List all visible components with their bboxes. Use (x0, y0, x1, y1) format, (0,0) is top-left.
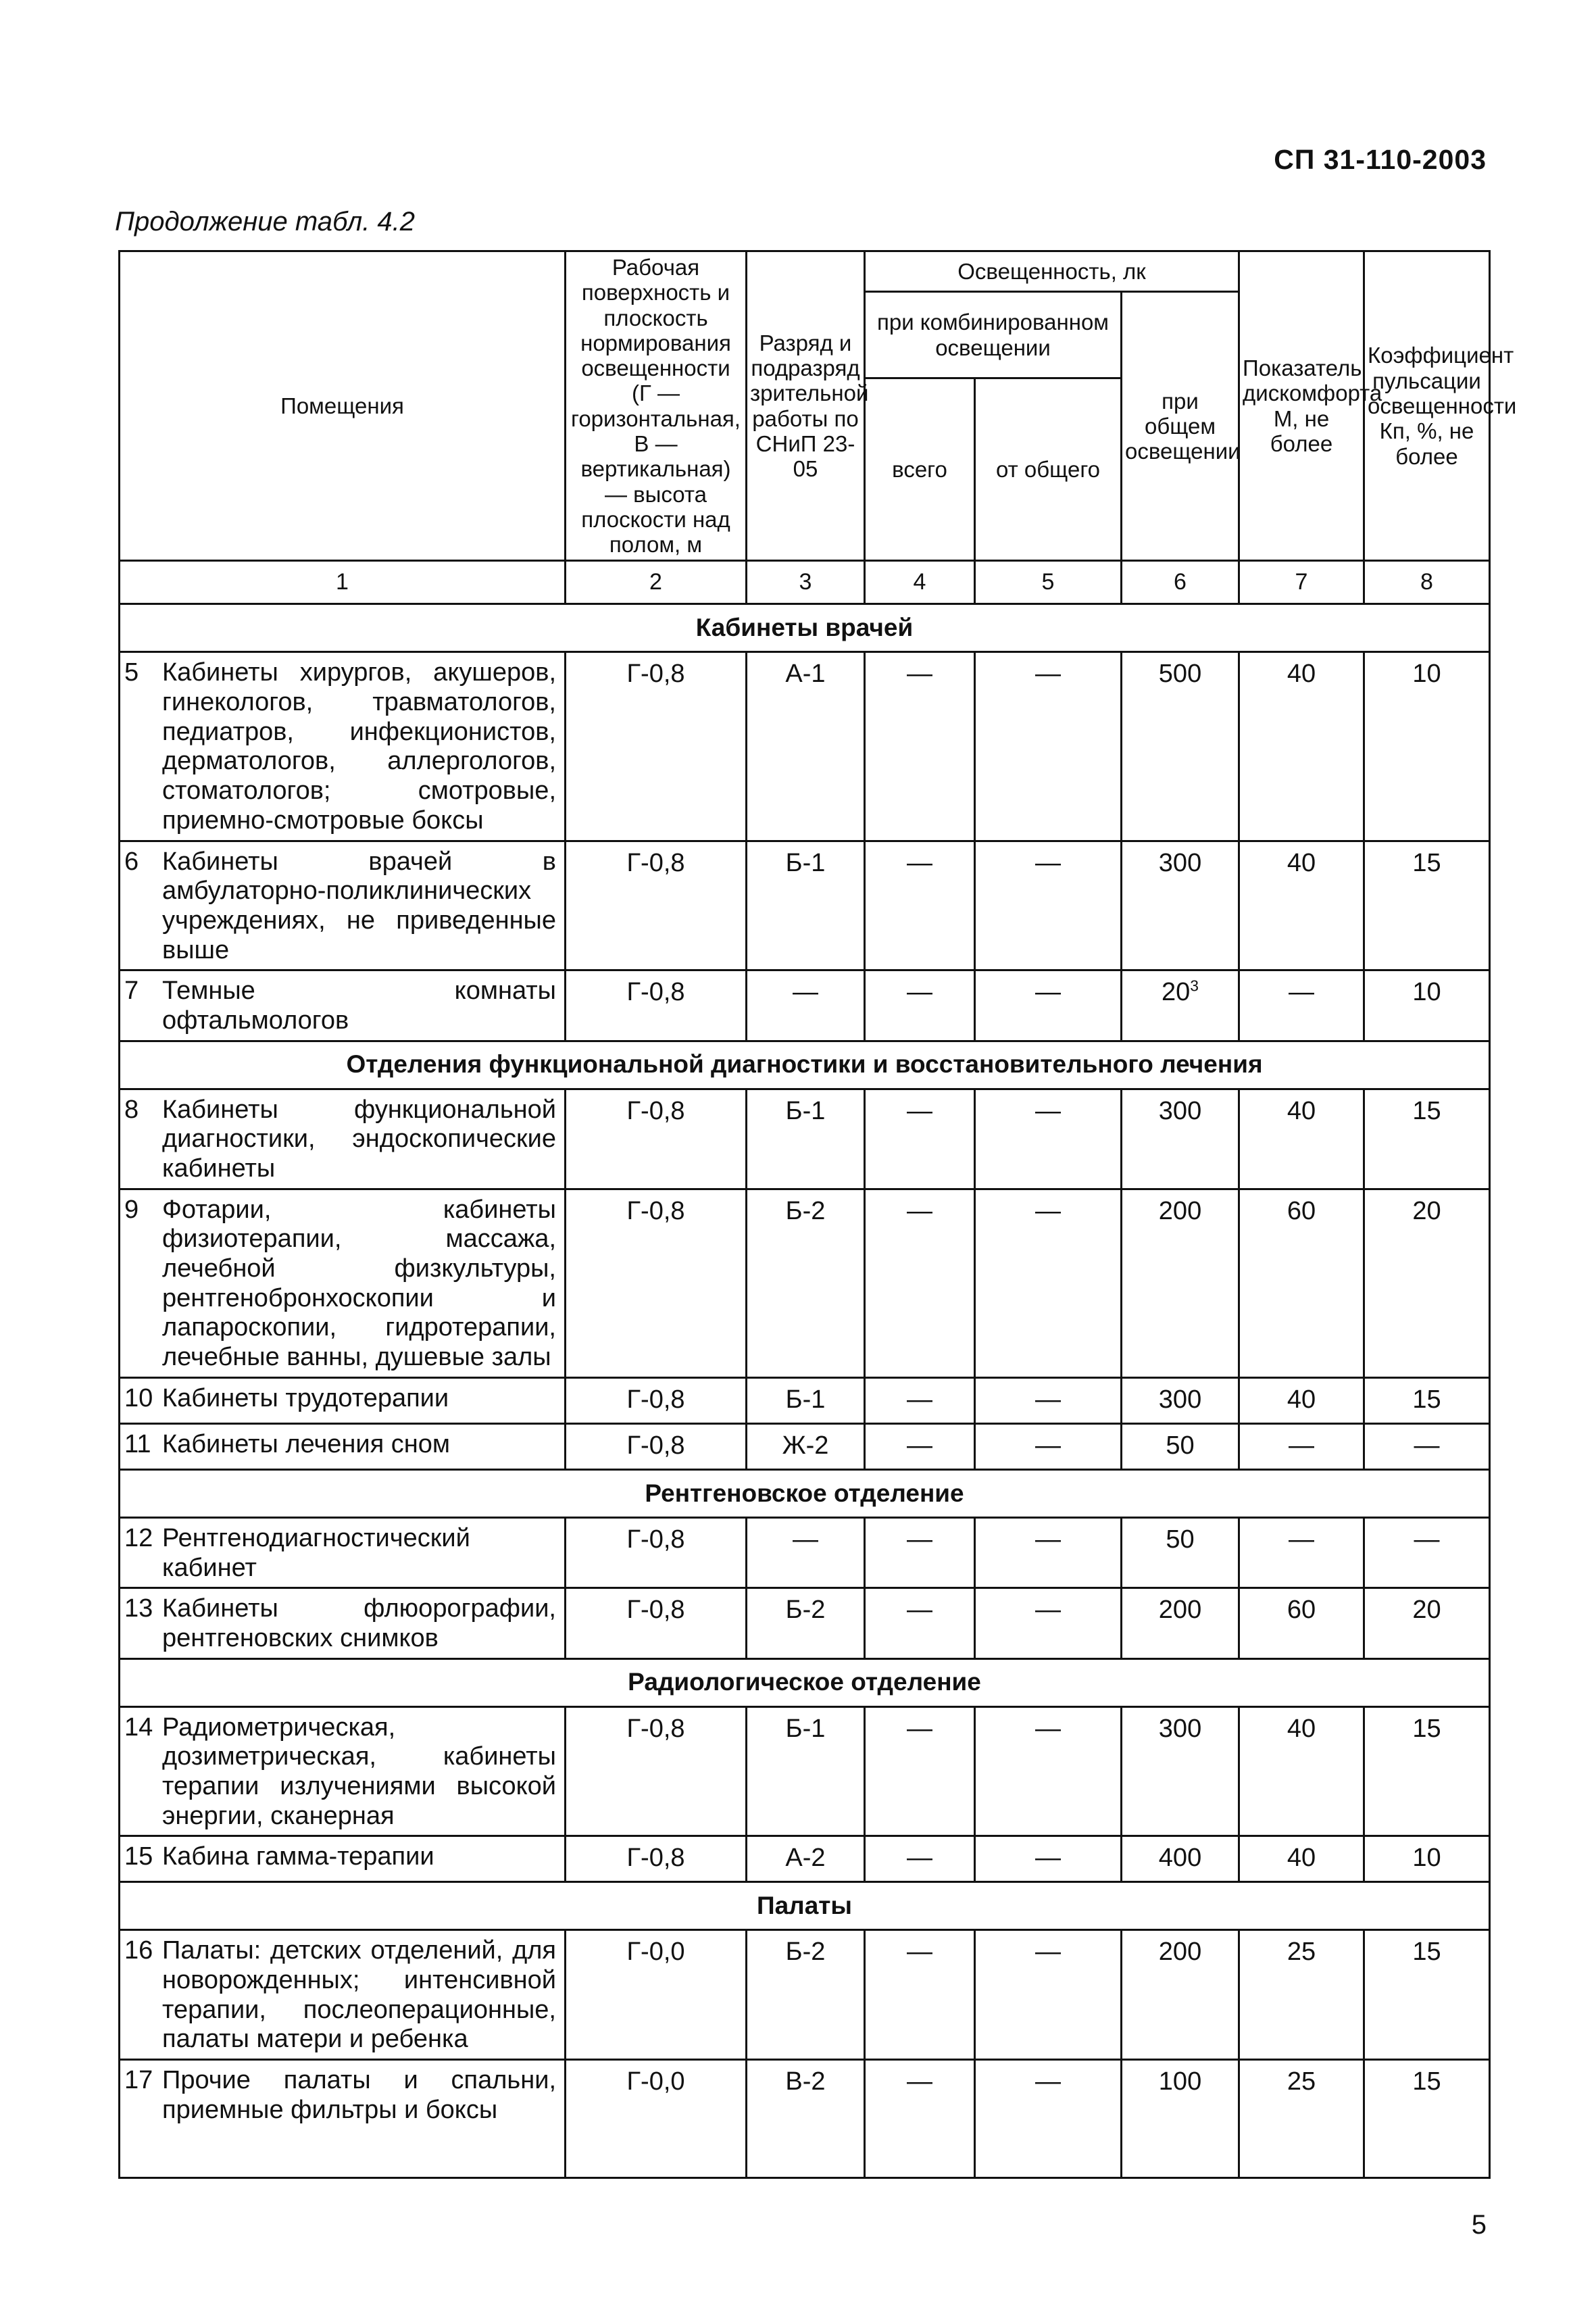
from-general-cell (975, 1930, 1122, 2060)
grade-cell-value: Б-2 (785, 1596, 826, 1625)
general-cell (1122, 652, 1239, 841)
pulsation-cell-value: 15 (1412, 1385, 1441, 1414)
pulsation-cell (1364, 1089, 1490, 1189)
grade-cell (747, 1423, 865, 1469)
row-number: 9 (124, 1195, 139, 1224)
pulsation-cell (1364, 1517, 1490, 1587)
general-cell (1122, 1189, 1239, 1377)
discomfort-cell-value: — (1289, 978, 1315, 1007)
pulsation-cell (1364, 1423, 1490, 1469)
row-number: 8 (124, 1095, 139, 1124)
table-row (120, 1089, 1490, 1189)
row-number: 15 (124, 1842, 153, 1871)
room-cell (120, 652, 566, 841)
grade-cell (747, 1588, 865, 1658)
general-cell (1122, 1089, 1239, 1189)
header-surface: Рабочая поверхность и плоскость нормирования освещенности (Г — горизонтальная, В — вертикальная) — высота плоскости над полом, м (566, 251, 747, 561)
from-general-cell-value: — (1035, 978, 1061, 1007)
discomfort-cell (1239, 1423, 1364, 1469)
column-number-row (120, 561, 1490, 604)
discomfort-cell (1239, 841, 1364, 970)
header-rooms: Помещения (120, 251, 566, 561)
grade-cell-value: А-1 (785, 660, 826, 689)
surface-cell (566, 1706, 747, 1836)
from-general-cell-value: — (1035, 848, 1061, 877)
surface-cell-value: Г-0,8 (626, 1196, 685, 1225)
from-general-cell (975, 652, 1122, 841)
from-general-cell (975, 1089, 1122, 1189)
discomfort-cell (1239, 1377, 1364, 1423)
pulsation-cell-value: 15 (1412, 1714, 1441, 1743)
column-number: 8 (1364, 561, 1490, 604)
table-body (120, 604, 1490, 2178)
total-cell-value: — (907, 1196, 932, 1225)
discomfort-cell-value: 40 (1287, 1844, 1316, 1873)
document-code: СП 31-110-2003 (1274, 144, 1487, 175)
total-cell (865, 1377, 975, 1423)
surface-cell (566, 841, 747, 970)
section-title: Палаты (120, 1882, 1490, 1930)
general-cell-value: 200 (1158, 1596, 1202, 1625)
from-general-cell-value: — (1035, 1196, 1061, 1225)
total-cell (865, 970, 975, 1041)
room-name: Кабинеты лечения сном (162, 1429, 450, 1458)
column-number: 1 (120, 561, 566, 604)
discomfort-cell-value: 60 (1287, 1596, 1316, 1625)
surface-cell-value: Г-0,8 (626, 660, 685, 689)
room-name: Кабина гамма-терапии (162, 1842, 434, 1871)
total-cell (865, 1588, 975, 1658)
surface-cell (566, 1423, 747, 1469)
general-cell (1122, 1706, 1239, 1836)
grade-cell (747, 1706, 865, 1836)
from-general-cell-value: — (1035, 1938, 1061, 1967)
total-cell (865, 2060, 975, 2178)
general-cell-value: 20 (1162, 978, 1191, 1007)
discomfort-cell-value: 40 (1287, 1385, 1316, 1414)
table-row (120, 841, 1490, 970)
from-general-cell (975, 1836, 1122, 1882)
header-from-general: от общего (975, 378, 1122, 561)
surface-cell (566, 1377, 747, 1423)
discomfort-cell (1239, 1706, 1364, 1836)
discomfort-cell (1239, 1930, 1364, 2060)
grade-cell-value: Б-1 (785, 1714, 826, 1743)
room-name: Фотарии, кабинеты физиотерапии, массажа, лечебной физкультуры, рентгенобронхоскопии и лапароскопии, гидротерапии, лечебные ванны, душевые залы (162, 1195, 556, 1372)
table-row (120, 1189, 1490, 1377)
general-cell (1122, 2060, 1239, 2178)
pulsation-cell-value: 15 (1412, 1938, 1441, 1967)
general-cell-value: 300 (1158, 848, 1202, 877)
column-number: 4 (865, 561, 975, 604)
total-cell-value: — (907, 1525, 932, 1554)
from-general-cell (975, 1423, 1122, 1469)
column-number: 7 (1239, 561, 1364, 604)
room-cell (120, 1377, 566, 1423)
table-row (120, 2060, 1490, 2178)
column-number: 3 (747, 561, 865, 604)
surface-cell-value: Г-0,8 (626, 1385, 685, 1414)
room-name: Кабинеты флюорографии, рентгеновских снимков (162, 1594, 556, 1652)
general-cell-value: 300 (1158, 1096, 1202, 1125)
grade-cell (747, 1377, 865, 1423)
discomfort-cell (1239, 1836, 1364, 1882)
discomfort-cell-value: 40 (1287, 848, 1316, 877)
from-general-cell-value: — (1035, 1596, 1061, 1625)
pulsation-cell (1364, 1189, 1490, 1377)
header-general: при общем освещении (1122, 292, 1239, 561)
column-number: 6 (1122, 561, 1239, 604)
room-cell (120, 1836, 566, 1882)
surface-cell-value: Г-0,8 (626, 1714, 685, 1743)
grade-cell (747, 970, 865, 1041)
general-cell-value: 200 (1158, 1938, 1202, 1967)
surface-cell (566, 652, 747, 841)
total-cell-value: — (907, 1096, 932, 1125)
header-combined: при комбинированном освещении (865, 292, 1122, 378)
surface-cell (566, 1089, 747, 1189)
pulsation-cell-value: 15 (1412, 1096, 1441, 1125)
pulsation-cell-value: 20 (1412, 1196, 1441, 1225)
page-number: 5 (1471, 2210, 1487, 2240)
row-number: 16 (124, 1936, 153, 1965)
discomfort-cell-value: 60 (1287, 1196, 1316, 1225)
room-cell (120, 1706, 566, 1836)
table-row (120, 970, 1490, 1041)
discomfort-cell (1239, 1089, 1364, 1189)
grade-cell (747, 1836, 865, 1882)
general-cell-value: 300 (1158, 1714, 1202, 1743)
grade-cell-value: Ж-2 (782, 1431, 829, 1460)
total-cell-value: — (907, 660, 932, 689)
general-cell-value: 200 (1158, 1196, 1202, 1225)
discomfort-cell-value: 40 (1287, 1714, 1316, 1743)
general-cell-value: 300 (1158, 1385, 1202, 1414)
grade-cell-value: Б-2 (785, 1196, 826, 1225)
table-row (120, 1930, 1490, 2060)
discomfort-cell (1239, 652, 1364, 841)
row-number: 10 (124, 1383, 153, 1412)
pulsation-cell-value: — (1414, 1525, 1440, 1554)
total-cell (865, 1089, 975, 1189)
discomfort-cell-value: — (1289, 1525, 1315, 1554)
general-cell-value: 50 (1166, 1525, 1195, 1554)
grade-cell-value: — (793, 978, 818, 1007)
from-general-cell (975, 1706, 1122, 1836)
from-general-cell-value: — (1035, 1844, 1061, 1873)
total-cell (865, 841, 975, 970)
general-cell (1122, 1377, 1239, 1423)
surface-cell (566, 1189, 747, 1377)
grade-cell (747, 1930, 865, 2060)
total-cell-value: — (907, 1844, 932, 1873)
surface-cell-value: Г-0,8 (626, 978, 685, 1007)
row-number: 12 (124, 1523, 153, 1552)
surface-cell-value: Г-0,8 (626, 1525, 685, 1554)
grade-cell-value: В-2 (785, 2067, 826, 2096)
pulsation-cell (1364, 970, 1490, 1041)
surface-cell-value: Г-0,0 (626, 1938, 685, 1967)
surface-cell (566, 970, 747, 1041)
section-row (120, 1882, 1490, 1930)
general-cell (1122, 970, 1239, 1041)
column-number: 5 (975, 561, 1122, 604)
table-row (120, 652, 1490, 841)
section-title: Отделения функциональной диагностики и восстановительного лечения (120, 1041, 1490, 1089)
room-cell (120, 970, 566, 1041)
discomfort-cell (1239, 970, 1364, 1041)
column-number: 2 (566, 561, 747, 604)
table-row (120, 1836, 1490, 1882)
table-row (120, 1588, 1490, 1658)
from-general-cell (975, 841, 1122, 970)
section-row (120, 604, 1490, 652)
total-cell-value: — (907, 2067, 932, 2096)
surface-cell-value: Г-0,8 (626, 848, 685, 877)
grade-cell (747, 1517, 865, 1587)
pulsation-cell (1364, 2060, 1490, 2178)
pulsation-cell (1364, 652, 1490, 841)
table-row (120, 1423, 1490, 1469)
grade-cell (747, 652, 865, 841)
table-caption: Продолжение табл. 4.2 (115, 207, 416, 237)
room-cell (120, 2060, 566, 2178)
surface-cell-value: Г-0,8 (626, 1596, 685, 1625)
pulsation-cell-value: — (1414, 1431, 1440, 1460)
header-pulsation: Коэффициент пульсации освещенности Кп, %, не более (1364, 251, 1490, 561)
total-cell (865, 1423, 975, 1469)
room-name: Кабинеты трудотерапии (162, 1383, 449, 1412)
total-cell (865, 1930, 975, 2060)
general-cell-value: 500 (1158, 660, 1202, 689)
general-cell (1122, 1836, 1239, 1882)
total-cell (865, 1189, 975, 1377)
total-cell-value: — (907, 1385, 932, 1414)
room-name: Палаты: детских отделений, для новорожденных; интенсивной терапии, послеоперационные, палаты матери и ребенка (162, 1936, 556, 2054)
grade-cell (747, 1089, 865, 1189)
header-illuminance: Освещенность, лк (865, 251, 1239, 292)
discomfort-cell-value: — (1289, 1431, 1315, 1460)
from-general-cell-value: — (1035, 1385, 1061, 1414)
room-name: Кабинеты врачей в амбулаторно-поликлинических учреждениях, не приведенные выше (162, 847, 556, 964)
general-cell-value: 50 (1166, 1431, 1195, 1460)
pulsation-cell (1364, 1930, 1490, 2060)
from-general-cell (975, 1588, 1122, 1658)
grade-cell-value: Б-1 (785, 1096, 826, 1125)
row-number: 7 (124, 977, 139, 1006)
pulsation-cell (1364, 841, 1490, 970)
total-cell-value: — (907, 978, 932, 1007)
surface-cell-value: Г-0,8 (626, 1844, 685, 1873)
from-general-cell-value: — (1035, 1714, 1061, 1743)
row-number: 14 (124, 1713, 153, 1742)
row-number: 13 (124, 1594, 153, 1623)
grade-cell-value: Б-1 (785, 848, 826, 877)
grade-cell (747, 841, 865, 970)
header-discomfort: Показатель дискомфорта M, не более (1239, 251, 1364, 561)
row-number: 5 (124, 658, 139, 687)
from-general-cell (975, 1189, 1122, 1377)
discomfort-cell (1239, 1517, 1364, 1587)
pulsation-cell-value: 20 (1412, 1596, 1441, 1625)
room-cell (120, 1189, 566, 1377)
section-row (120, 1041, 1490, 1089)
grade-cell-value: — (793, 1525, 818, 1554)
general-cell-value: 100 (1158, 2067, 1202, 2096)
total-cell-value: — (907, 1714, 932, 1743)
discomfort-cell-value: 25 (1287, 1938, 1316, 1967)
surface-cell-value: Г-0,8 (626, 1431, 685, 1460)
general-cell (1122, 841, 1239, 970)
discomfort-cell-value: 25 (1287, 2067, 1316, 2096)
from-general-cell (975, 1517, 1122, 1587)
from-general-cell-value: — (1035, 660, 1061, 689)
pulsation-cell-value: 15 (1412, 2067, 1441, 2096)
grade-cell (747, 2060, 865, 2178)
surface-cell (566, 1836, 747, 1882)
header-grade: Разряд и подразряд зрительной работы по СНиП 23-05 (747, 251, 865, 561)
section-title: Радиологическое отделение (120, 1658, 1490, 1706)
pulsation-cell-value: 15 (1412, 848, 1441, 877)
room-name: Прочие палаты и спальни, приемные фильтры и боксы (162, 2066, 556, 2124)
surface-cell-value: Г-0,0 (626, 2067, 685, 2096)
discomfort-cell-value: 40 (1287, 1096, 1316, 1125)
discomfort-cell (1239, 2060, 1364, 2178)
from-general-cell-value: — (1035, 1096, 1061, 1125)
total-cell (865, 1517, 975, 1587)
discomfort-cell (1239, 1189, 1364, 1377)
from-general-cell-value: — (1035, 2067, 1061, 2096)
total-cell-value: — (907, 1938, 932, 1967)
grade-cell-value: Б-2 (785, 1938, 826, 1967)
from-general-cell-value: — (1035, 1431, 1061, 1460)
room-name: Кабинеты хирургов, акушеров, гинекологов, травматологов, педиатров, инфекционистов, дерматологов, аллергологов, стоматологов; смотровые, приемно-смотровые боксы (162, 658, 556, 835)
surface-cell (566, 2060, 747, 2178)
pulsation-cell-value: 10 (1412, 1844, 1441, 1873)
general-cell (1122, 1930, 1239, 2060)
total-cell (865, 1836, 975, 1882)
pulsation-cell-value: 10 (1412, 978, 1441, 1007)
row-number: 11 (124, 1429, 151, 1458)
total-cell (865, 652, 975, 841)
section-row (120, 1469, 1490, 1517)
discomfort-cell-value: 40 (1287, 660, 1316, 689)
surface-cell-value: Г-0,8 (626, 1096, 685, 1125)
grade-cell-value: Б-1 (785, 1385, 826, 1414)
from-general-cell-value: — (1035, 1525, 1061, 1554)
room-cell (120, 1930, 566, 2060)
total-cell-value: — (907, 1431, 932, 1460)
room-cell (120, 1517, 566, 1587)
footnote-mark: 3 (1190, 977, 1199, 995)
row-number: 17 (124, 2066, 153, 2095)
grade-cell (747, 1189, 865, 1377)
pulsation-cell (1364, 1377, 1490, 1423)
total-cell-value: — (907, 1596, 932, 1625)
discomfort-cell (1239, 1588, 1364, 1658)
room-name: Темные комнаты офтальмологов (162, 977, 556, 1035)
pulsation-cell (1364, 1706, 1490, 1836)
from-general-cell (975, 2060, 1122, 2178)
table-row (120, 1377, 1490, 1423)
room-cell (120, 1588, 566, 1658)
section-title: Кабинеты врачей (120, 604, 1490, 652)
room-name: Радиометрическая, дозиметрическая, кабинеты терапии излучениями высокой энергии, сканерная (162, 1713, 556, 1830)
pulsation-cell (1364, 1588, 1490, 1658)
room-name: Кабинеты функциональной диагностики, эндоскопические кабинеты (162, 1095, 556, 1183)
surface-cell (566, 1588, 747, 1658)
header-total: всего (865, 378, 975, 561)
general-cell (1122, 1423, 1239, 1469)
room-cell (120, 841, 566, 970)
table-row (120, 1517, 1490, 1587)
row-number: 6 (124, 847, 139, 876)
total-cell-value: — (907, 848, 932, 877)
section-row (120, 1658, 1490, 1706)
room-name: Рентгенодиагностический кабинет (162, 1523, 470, 1582)
grade-cell-value: А-2 (785, 1844, 826, 1873)
lighting-norms-table (118, 250, 1517, 2179)
total-cell (865, 1706, 975, 1836)
from-general-cell (975, 970, 1122, 1041)
general-cell (1122, 1588, 1239, 1658)
general-cell-value: 400 (1158, 1844, 1202, 1873)
table-row (120, 1706, 1490, 1836)
section-title: Рентгеновское отделение (120, 1469, 1490, 1517)
room-cell (120, 1089, 566, 1189)
room-cell (120, 1423, 566, 1469)
from-general-cell (975, 1377, 1122, 1423)
surface-cell (566, 1517, 747, 1587)
pulsation-cell-value: 10 (1412, 660, 1441, 689)
pulsation-cell (1364, 1836, 1490, 1882)
surface-cell (566, 1930, 747, 2060)
general-cell (1122, 1517, 1239, 1587)
